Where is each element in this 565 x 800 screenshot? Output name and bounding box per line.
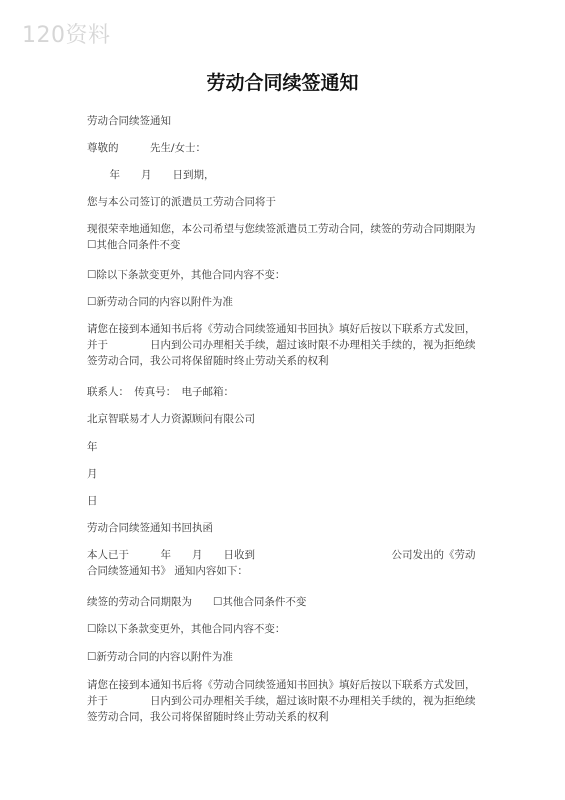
company-name: 北京智联易才人力资源顾问有限公司 xyxy=(87,413,255,425)
option-except-clauses: ☐除以下条款变更外，其他合同内容不变： xyxy=(87,269,286,281)
notice-instruction: 请您在接到本通知书后将《劳动合同续签通知书回执》填好后按以下联系方式发回，并于 日内到公司办理相关手续，超过该时限不办理相关手续的，视为拒绝续签劳动合同，我公司将保留随时终止劳动关系的权利 xyxy=(87,323,476,367)
sign-day: 日 xyxy=(87,495,98,507)
expiry-date-line: 年 月 日到期， xyxy=(99,169,215,181)
receipt-term-line: 续签的劳动合同期限为 ☐其他合同条件不变 xyxy=(87,596,307,608)
receipt-instruction: 请您在接到本通知书后将《劳动合同续签通知书回执》填好后按以下联系方式发回，并于 日内到公司办理相关手续，超过该时限不办理相关手续的，视为拒绝续签劳动合同，我公司将保留随时终止劳动关系的权利 xyxy=(87,679,476,723)
page-title: 劳动合同续签通知 xyxy=(206,72,359,94)
option-attachment: ☐新劳动合同的内容以附件为准 xyxy=(87,296,233,308)
watermark: 120资料 xyxy=(22,23,111,48)
contact-line: 联系人： 传真号： 电子邮箱： xyxy=(87,386,234,398)
receipt-received-line: 本人已于 年 月 日收到 公司发出的《劳动合同续签通知书》 通知内容如下： xyxy=(87,549,476,577)
receipt-title: 劳动合同续签通知书回执函 xyxy=(87,522,213,534)
receipt-option-except-clauses: ☐除以下条款变更外，其他合同内容不变： xyxy=(87,623,286,635)
option-unchanged: ☐其他合同条件不变 xyxy=(87,239,181,251)
notice-line-1: 您与本公司签订的派遣员工劳动合同将于 xyxy=(87,196,276,208)
notice-subtitle: 劳动合同续签通知 xyxy=(87,115,171,127)
salutation: 尊敬的 先生/女士： xyxy=(87,142,207,154)
notice-line-2: 现很荣幸地通知您，本公司希望与您续签派遣员工劳动合同，续签的劳动合同期限为 xyxy=(87,223,476,235)
sign-year: 年 xyxy=(87,441,98,453)
sign-month: 月 xyxy=(87,468,98,480)
receipt-option-attachment: ☐新劳动合同的内容以附件为准 xyxy=(87,651,233,663)
